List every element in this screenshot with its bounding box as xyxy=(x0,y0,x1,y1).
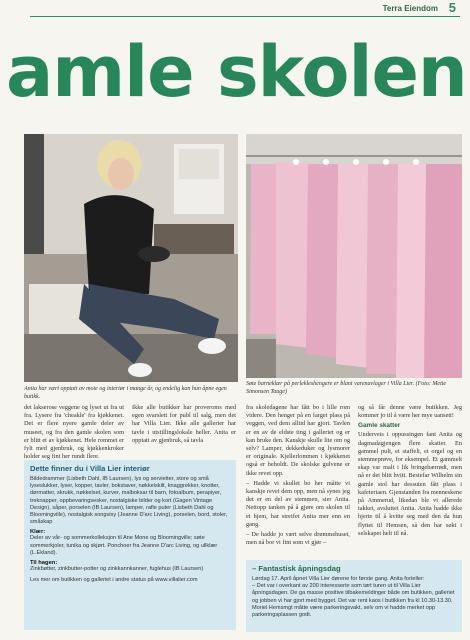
info-box-klaer: Deler av vår- og sommerkolleksjon til Ane Mone og Bloomingville; søte sommerkjoler, tunika og skjørt. Ponchoer fra Jeanne D'arc Living, og ullklær (L.Ekland). xyxy=(30,535,218,556)
body-column-4-subhead: Gamle skatter xyxy=(358,422,401,430)
photo-clothes-caption: Søte barneklær på perlekleshengere er blant varenavlager i Villa Lier. (Foto: Mette Simonsen Tauge) xyxy=(246,381,447,395)
info-box-body: Bildedrammer (Lisbeth Dahl, IB Laursen), lys og servietter, store og små lyseslukker, lyser, kopper, tavler, bokstaver, nøkkelskilt, knaggrekker, knotter, dørmatter, skrukk, nøkkelset, kurver, malboksar til barn, fotoalbum, perapiyer, treknapper, oppbevaringsesker, nostalgiske bilder og kort (Gagen Vintage Design), såper, porselen (IB Laursen), lamper, rafle puter (Lisbeth Dahl og Bloomingville), nostalgisk songvisy (Jeanne D'arc Living), porselen, bord, stoler, småskap xyxy=(30,476,228,526)
body-column-4-text: og så får denne være butikken. Jeg kommer jo til å være her mye uansett! xyxy=(358,404,462,420)
event-box-body: Lørdag 17. April åpnet Villa Lier dørene for første gang. Anita forteller: – Det var i overkant av 200 interesserte som tørt turen ut til Villa Lier åpningsdagen. De ga masse positive tilbakemeldinger både om butikken, galleriet og jobben vi har gjort med bygget. Det var rent kaos i butikken fra kl 10.30-13.30. Moriel Hemsmgt måtte være parkeringsvakt, selv om vi hadde merket opp parkeringsplassen godt. xyxy=(252,576,455,619)
info-box-footer: Les mer om butikken og galleriet i andre status på www.villalier.com xyxy=(30,577,198,584)
photo-clothes xyxy=(246,134,462,378)
info-box-label-klaer: Klær: xyxy=(30,529,46,536)
body-column-1-text: det lakserose veggene og lyset ut fra ut fra. Lysere fra 'cheakle' fra kjøkkenet. Det er flere nyere gamle deler av museet, og fra den gamle skolen som er blitt et av kjøkkenet. Hele rommet er fylt med gjenbruk, og kjøkkenkroker holder seg fint her rundt flere. xyxy=(24,404,124,461)
photo-clothes-image xyxy=(246,134,462,378)
header-rule xyxy=(30,16,460,17)
event-box xyxy=(246,560,462,632)
page-header xyxy=(0,0,470,20)
body-column-3 xyxy=(246,404,350,549)
body-column-3-text: fra skoledagene har fått bo i lille rom videre. Den henger på en farget plass på veggen, ved dem alltid har gjort. Tavlen er en av de eldste ting i galleriet og er kan bruke den. Kanskje skulle lite om og selv? Lamper, dekkeduker og lysmorer er originale. Kjellerlommen i kjøkkenet også er beholdt. De skolske gulvene er ikke revet opp. xyxy=(246,404,350,477)
body-column-4 xyxy=(358,404,462,540)
header-brand: Terra Eiendom xyxy=(382,4,438,13)
photo-anita-caption: Anita har vært opptatt av mote og interiør i mange år, og endelig kan hun åpne egen butikk. xyxy=(24,386,227,400)
info-box-hagen: Zinkbøtter, zinkbutter-potter og zinkkannkanner, fuglehus (IB Laursen) xyxy=(30,566,204,573)
photo-anita xyxy=(24,134,238,382)
body-column-2 xyxy=(132,404,236,447)
body-column-2-text: Ikke alle butikker har proveroms med egen svarslett for publ til salg, men det har Villa Lier. Ikke alle gallerier har tavle i utstillingslokale heller. Anita er opptatt av gjenbruk, så tavla xyxy=(132,404,236,444)
body-column-4-body: Underveis i oppussingen fant Anita og dagmadagjengen flere skatter. En gammel pult, et staffeli, et orgel og en stemmeprøve, for eksempel. Et gammelt skap var malt i lik bringebærrødt, men nå er det blitt hvitt. Bestefar Wilhelm sin gamle stol har dessuten fått plass i kafeteriaen. Gjenstanden fra menneskene på Ammerud, likedan ble vi allerede takket, avsluttet Anita. Anita hadde ikke hjerte til å kvitte seg med den da hun flyttet til Hemsen, så den har søkt i selskapet helt til nå. xyxy=(358,431,462,537)
info-box-title: Dette finner du i Villa Lier interiør xyxy=(30,464,150,473)
page-number: 5 xyxy=(448,0,456,15)
body-column-1 xyxy=(24,404,124,463)
info-box xyxy=(24,460,236,630)
headline: amle skolen xyxy=(6,31,467,113)
event-box-title: – Fantastisk åpningsdag xyxy=(252,564,341,573)
info-box-label-hagen: Til hagen: xyxy=(30,560,58,567)
body-column-3-quote: – Hadde vi skullet bo her måtte vi kanskje revet dem opp, men nå synes jeg det er en del av stemmen, sier Anita. Nettopp tanken på å gjøre om skolen til et hjem, har streifet Anita mer enn en gang. xyxy=(246,479,350,528)
photo-anita-image xyxy=(24,134,238,382)
body-column-3-quote-2: – De hadde jo vært selve drømmehuset, men nå bor vi fint som vi gjør – xyxy=(246,531,350,547)
